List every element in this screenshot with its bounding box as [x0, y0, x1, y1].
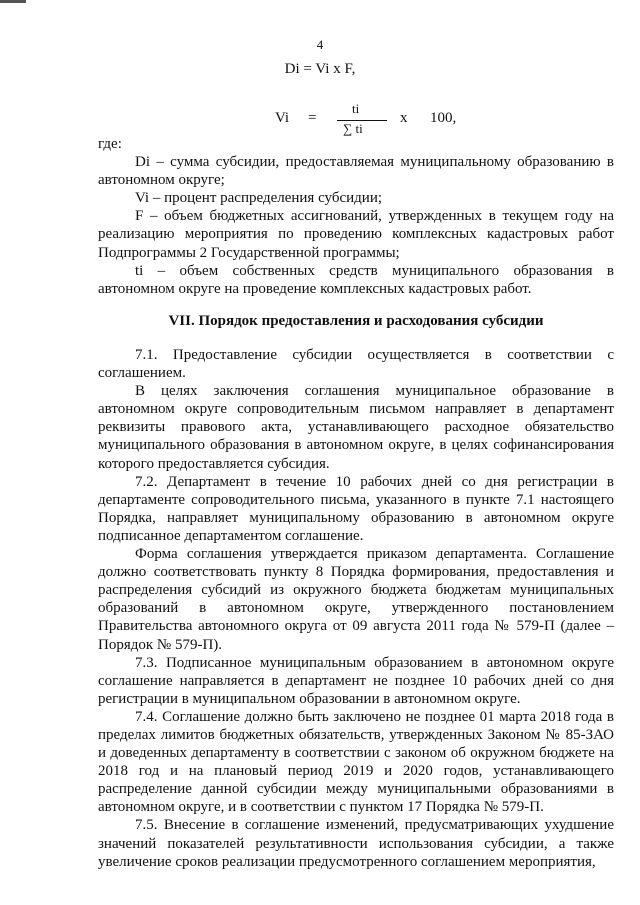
- formula-v-numerator: ti: [352, 101, 360, 116]
- definition-t: ti – объем собственных средств муниципального образования в автономном округе на проведение комплексных кадастровых работ.: [98, 262, 614, 297]
- paragraph-agreement-form: Форма соглашения утверждается приказом департамента. Соглашение должно соответствовать пункту 8 Порядка формирования, предоставления и распределения субсидий из окружного бюджета бюджетам муниципальных образований в автономном округе, утвержденного постановлением Правительства автономного округа от 09 августа 2011 года № 579-П (далее – Порядок № 579-П).: [98, 546, 614, 653]
- definitions-block: [98, 135, 614, 298]
- paragraph-7-1: 7.1. Предоставление субсидии осуществляется в соответствии с соглашением.: [98, 347, 614, 382]
- definition-v: Vi – процент распределения субсидии;: [135, 190, 383, 207]
- paragraph-7-3: 7.3. Подписанное муниципальным образованием в автономном округе соглашение направляется в департамент не позднее 10 рабочих дней со дня регистрации в муниципальном образовании в автономном округе.: [98, 654, 614, 707]
- definition-f: F – объем бюджетных ассигнований, утвержденных в текущем году на реализацию мероприятия по проведению комплексных кадастровых работ Подпрограммы 2 Государственной программы;: [98, 208, 614, 261]
- scan-corner-mark: [0, 0, 26, 3]
- formula-v-multiplier: 100,: [430, 110, 457, 126]
- paragraph-7-1-details: В целях заключения соглашения муниципальное образование в автономном округе сопроводительным письмом направляет в департамент реквизиты правового акта, устанавливающего расходное обязательство муниципального образования в автономном округе, в целях софинансирования которого предоставляется субсидия.: [98, 383, 614, 472]
- formula-v-equals: =: [308, 110, 317, 126]
- where-label: где:: [98, 136, 122, 152]
- paragraph-7-5: 7.5. Внесение в соглашение изменений, предусматривающих ухудшение значений показателей результативности использования субсидии, а также увеличение сроков реализации предусмотренного соглашением мероприятия,: [98, 817, 614, 870]
- formula-v-times: x: [400, 110, 408, 126]
- formula-v-lhs: Vi: [275, 110, 290, 126]
- definition-d: Di – сумма субсидии, предоставляемая муниципальному образованию в автономном округе;: [98, 154, 614, 189]
- paragraph-7-2: 7.2. Департамент в течение 10 рабочих дней со дня регистрации в департаменте сопроводительного письма, указанного в пункте 7.1 настоящего Порядка, направляет муниципальному образованию в автономном округе подписанное департаментом соглашение.: [98, 473, 614, 544]
- paragraph-7-4: 7.4. Соглашение должно быть заключено не позднее 01 марта 2018 года в пределах лимитов бюджетных обязательств, утвержденных Законом № 85-ЗАО и доведенных департаменту в соответствии с законом об окружном бюджете на 2018 год и на плановый период 2019 и 2020 годов, устанавливающего распределение данной субсидии между муниципальными образованиями в автономном округе, и в соответствии с пунктом 17 Порядка № 579-П.: [98, 708, 614, 816]
- formula-d: Di = Vi x F,: [284, 61, 356, 77]
- section-title: VII. Порядок предоставления и расходования субсидии: [168, 313, 544, 329]
- section-title-block: [98, 312, 614, 330]
- page-number: 4: [316, 37, 324, 52]
- formula-v-denominator: ∑ ti: [343, 121, 363, 136]
- body-block: [98, 346, 614, 871]
